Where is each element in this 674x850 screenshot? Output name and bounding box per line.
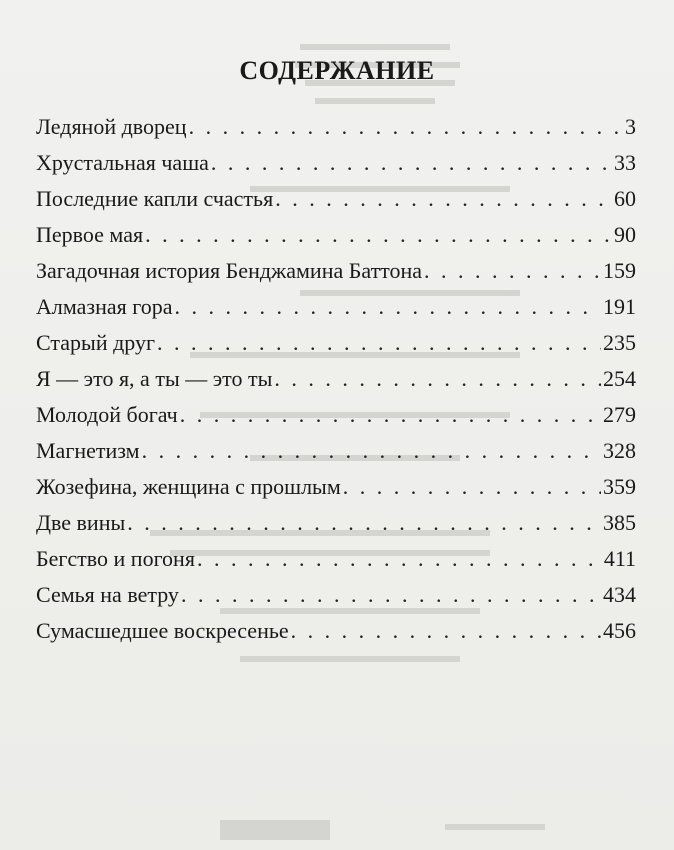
- toc-entry-page: 385: [603, 510, 636, 535]
- toc-entry-page: 60: [614, 186, 636, 211]
- toc-entry-title: Молодой богач: [36, 402, 178, 427]
- toc-entry-title: Хрустальная чаша: [36, 150, 209, 175]
- toc-entry-page: 159: [603, 258, 636, 283]
- toc-entry: [36, 474, 636, 504]
- page-title: СОДЕРЖАНИЕ: [239, 56, 435, 85]
- bleed-through-mark: [240, 656, 460, 662]
- toc-leader-dots: [145, 222, 612, 248]
- toc-leader-dots: [291, 618, 601, 644]
- toc-entry-title: Бегство и погоня: [36, 546, 195, 571]
- toc-entry-page: 434: [603, 582, 636, 607]
- toc-entry: [36, 510, 636, 540]
- toc-entry: [36, 150, 636, 180]
- toc-leader-dots: [197, 546, 602, 572]
- toc-entry: [36, 114, 636, 144]
- toc-entry-page: 411: [603, 546, 636, 571]
- toc-entry: [36, 618, 636, 648]
- bleed-through-mark: [445, 824, 545, 830]
- toc-entry: [36, 582, 636, 612]
- toc-entry: [36, 402, 636, 432]
- bleed-through-mark: [300, 44, 450, 50]
- toc-leader-dots: [189, 114, 623, 140]
- toc-entry: [36, 186, 636, 216]
- toc-entry-page: 328: [603, 438, 636, 463]
- bleed-through-mark: [315, 98, 435, 104]
- toc-entry-title: Сумасшедшее воскресенье: [36, 618, 289, 643]
- toc-leader-dots: [127, 510, 601, 536]
- toc-entry-page: 90: [614, 222, 636, 247]
- toc-entry-page: 3: [625, 114, 636, 139]
- toc-entry-title: Жозефина, женщина с прошлым: [36, 474, 341, 499]
- toc-entry: [36, 546, 636, 576]
- toc-entry: [36, 258, 636, 288]
- toc-entry-page: 254: [603, 366, 636, 391]
- toc-entry-page: 191: [603, 294, 636, 319]
- toc-leader-dots: [424, 258, 601, 284]
- toc-leader-dots: [142, 438, 601, 464]
- toc-entry-title: Алмазная гора: [36, 294, 173, 319]
- toc-entry-title: Последние капли счастья: [36, 186, 274, 211]
- toc-entry-page: 33: [614, 150, 636, 175]
- toc-entry: [36, 438, 636, 468]
- toc-entry: [36, 294, 636, 324]
- toc-entry: [36, 366, 636, 396]
- toc-leader-dots: [180, 402, 601, 428]
- toc-entry-title: Две вины: [36, 510, 126, 535]
- toc-entry: [36, 330, 636, 360]
- toc-entry-title: Старый друг: [36, 330, 156, 355]
- toc-entry-page: 456: [603, 618, 636, 643]
- toc-leader-dots: [175, 294, 602, 320]
- toc-leader-dots: [211, 150, 612, 176]
- toc-leader-dots: [275, 186, 612, 212]
- toc-leader-dots: [181, 582, 601, 608]
- toc-entry-title: Магнетизм: [36, 438, 140, 463]
- toc-leader-dots: [157, 330, 601, 356]
- toc-entry-title: Первое мая: [36, 222, 144, 247]
- toc-entry-title: Я — это я, а ты — это ты: [36, 366, 273, 391]
- toc-entry-title: Ледяной дворец: [36, 114, 187, 139]
- bleed-through-mark: [220, 820, 330, 840]
- toc-leader-dots: [343, 474, 601, 500]
- toc-entry-page: 359: [603, 474, 636, 499]
- toc-entry: [36, 222, 636, 252]
- toc-entry-page: 235: [603, 330, 636, 355]
- toc-entry-title: Семья на ветру: [36, 582, 179, 607]
- toc-entry-page: 279: [603, 402, 636, 427]
- toc-entry-title: Загадочная история Бенджамина Баттона: [36, 258, 423, 283]
- toc-leader-dots: [274, 366, 601, 392]
